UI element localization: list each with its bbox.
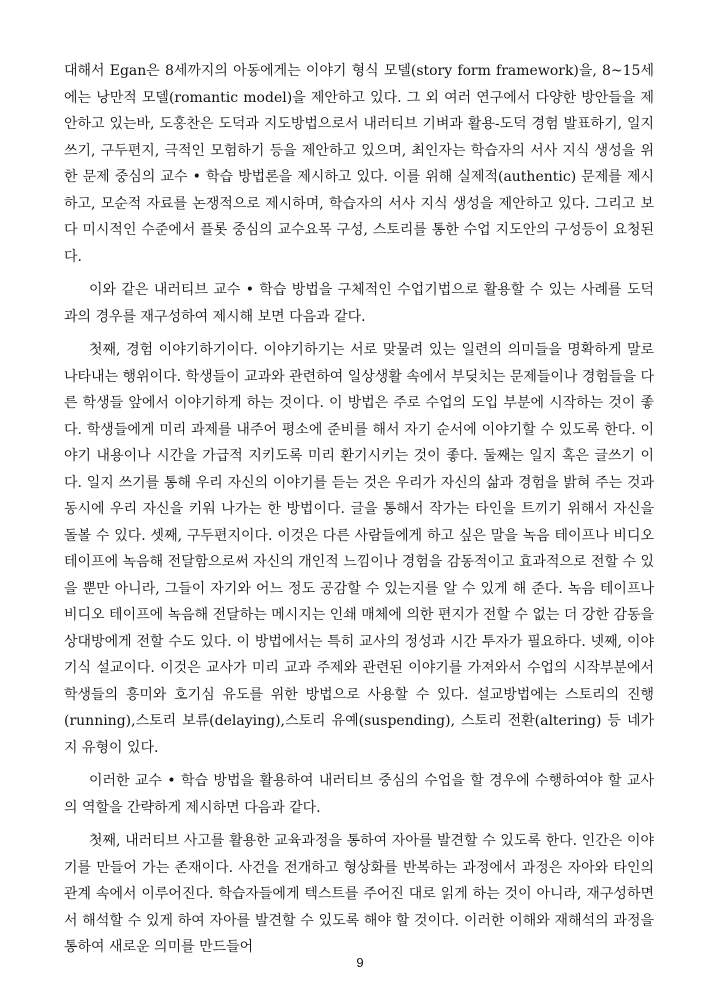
page-number: 9 (356, 955, 364, 970)
paragraph-4: 이러한 교수 • 학습 방법을 활용하여 내러티브 중심의 수업을 할 경우에 수행하여야 할 교사의 역할을 간략하게 제시하면 다음과 같다. (64, 773, 654, 816)
paragraph-5: 첫째, 내러티브 사고를 활용한 교육과정을 통하여 자아를 발견할 수 있도록 한다. 인간은 이야기를 만들어 가는 존재이다. 사건을 전개하고 형상화를 반복하는 과정에서 과정은 자아와 타인의 관계 속에서 이루어진다. 학습자들에게 텍스트를 주어진 대로 읽게 하는 것이 아니라, 재구성하면서 해석할 수 있게 하여 자아를 발견할 수 있도록 해야 할 것이다. 이러한 이해와 재해석의 과정을 통하여 새로운 의미를 만드들어 (64, 833, 654, 955)
paragraph-2: 이와 같은 내러티브 교수 • 학습 방법을 구체적인 수업기법으로 활용할 수 있는 사례를 도덕과의 경우를 재구성하여 제시해 보면 다음과 같다. (64, 282, 654, 325)
paragraph-1: 대해서 Egan은 8세까지의 아동에게는 이야기 형식 모델(story form framework)을, 8~15세에는 낭만적 모델(romantic model)을 제안하고 있다. 그 외 여러 연구에서 다양한 방안들을 제안하고 있는바, 도홍찬은 도덕과 지도방법으로서 내러티브 기벼과 활용-도덕 경험 발표하기, 일지쓰기, 구두편지, 극적인 모험하기 등을 제안하고 있으며, 최인자는 학습자의 서사 지식 생성을 위한 문제 중심의 교수 • 학습 방법론을 제시하고 있다. 이를 위해 실제적(authentic) 문제를 제시하고, 모순적 자료를 논쟁적으로 제시하며, 학습자의 서사 지식 생성을 제안하고 있다. 그리고 보다 미시적인 수준에서 플롯 중심의 교수요목 구성, 스토리를 통한 수업 지도안의 구성등이 요청된다. (64, 63, 654, 265)
paragraph-3: 첫째, 경험 이야기하기이다. 이야기하기는 서로 맞물려 있는 일련의 의미들을 명확하게 말로 나타내는 행위이다. 학생들이 교과와 관련하여 일상생활 속에서 부딪치는 문제들이나 경험들을 다른 학생들 앞에서 이야기하게 하는 것이다. 이 방법은 주로 수업의 도입 부분에 시작하는 것이 좋다. 학생들에게 미리 과제를 내주어 평소에 준비를 해서 자기 순서에 이야기할 수 있도록 한다. 이야기 내용이나 시간을 가급적 지키도록 미리 환기시키는 것이 좋다. 둘째는 일지 혹은 글쓰기 이다. 일지 쓰기를 통해 우리 자신의 이야기를 듣는 것은 우리가 자신의 삶과 경험을 밝혀 주는 것과 동시에 우리 자신을 키워 나가는 한 방법이다. 글을 통해서 작가는 타인을 트끼기 위해서 자신을 돌볼 수 있다. 셋째, 구두편지이다. 이것은 다른 사람들에게 하고 싶은 말을 녹음 테이프나 비디오 테이프에 녹음해 전달함으로써 자신의 개인적 느낌이나 경험을 감동적이고 효과적으로 전할 수 있을 뿐만 아니라, 그들이 자기와 어느 정도 공감할 수 있는지를 알 수 있게 해 준다. 녹음 테이프나 비디오 테이프에 녹음해 전달하는 메시지는 인쇄 매체에 의한 편지가 전할 수 없는 더 강한 감동을 상대방에게 전할 수도 있다. 이 방법에서는 특히 교사의 정성과 시간 투자가 필요하다. 넷째, 이야기식 설교이다. 이것은 교사가 미리 교과 주제와 관련된 이야기를 가져와서 수업의 시작부분에서 학생들의 흥미와 호기심 유도를 위한 방법으로 사용할 수 있다. 설교방법에는 스토리의 진행(running),스토리 보류(delaying),스토리 유예(suspending), 스토리 전환(altering) 등 네가지 유형이 있다. (64, 342, 654, 756)
document-body (64, 58, 654, 968)
